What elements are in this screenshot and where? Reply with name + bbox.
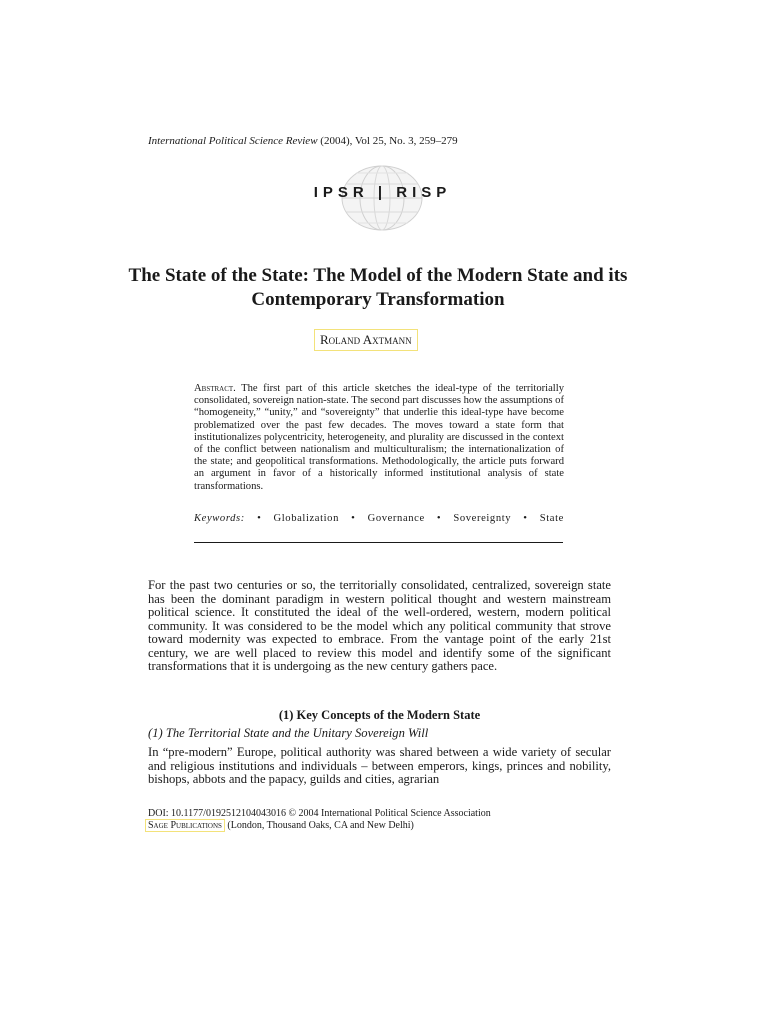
abstract-divider (194, 542, 563, 543)
keyword-separator: • (257, 513, 262, 524)
author-name[interactable]: Roland Axtmann (314, 329, 418, 351)
section-title: Key Concepts of the Modern State (293, 708, 481, 722)
publisher-line (148, 820, 414, 832)
journal-citation (148, 134, 458, 148)
keyword-separator: • (523, 513, 528, 524)
journal-name: International Political Science Review (148, 135, 318, 147)
logo-text: IPSR | RISP (313, 184, 452, 201)
keyword-separator: • (351, 513, 356, 524)
publisher-location: (London, Thousand Oaks, CA and New Delhi) (224, 820, 414, 831)
keyword-item: Globalization (273, 513, 339, 524)
keyword-separator: • (436, 513, 442, 524)
ipsr-risp-logo (310, 164, 455, 232)
subsection-heading: (1) The Territorial State and the Unitary Sovereign Will (148, 726, 429, 740)
second-paragraph: In “pre-modern” Europe, political authority was shared between a wide variety of secular and religious institutions and individuals – between emperors, kings, princes and nobility, bishops, abbots and the papacy, guilds and cities, agrarian (148, 745, 611, 786)
abstract (194, 383, 564, 493)
keywords-label: Keywords: (194, 513, 245, 524)
journal-details: (2004), Vol 25, No. 3, 259–279 (317, 135, 458, 147)
article-title: The State of the State: The Model of the Modern State and its Contemporary Transformation (128, 265, 628, 310)
section-heading (148, 708, 611, 723)
keyword-item: State (539, 513, 564, 524)
doi-line: DOI: 10.1177/0192512104043016 © 2004 International Political Science Association (148, 808, 491, 819)
publisher-link[interactable]: Sage Publications (145, 819, 225, 832)
keyword-item: Sovereignty (453, 513, 512, 524)
section-number: (1) (278, 708, 294, 722)
intro-paragraph: For the past two centuries or so, the territorially consolidated, centralized, sovereign state has been the dominant paradigm in western political thought and western mainstream political science. It constituted the ideal of the well-ordered, western, modern political community. It was considered to be the model which any political community that strove toward modernity was expected to embrace. From the vantage point of the early 21st century, we are well placed to review this model and identify some of the significant transformations that it is undergoing as the new century gathers pace. (148, 578, 611, 673)
abstract-text: The first part of this article sketches the ideal-type of the territorially consolidated, sovereign nation-state. The second part discusses how the assumptions of “homogeneity,” “unity,” and “sovereignty” that underlie this ideal-type have become problematized over the past few decades. The moves toward a state form that institutionalizes polycentricity, heterogeneity, and plurality are discussed in the context of the conflict between nationalism and multiculturalism; the internationalization of the state; and geopolitical transformations. Methodologically, the article puts forward an argument in favor of a historically informed institutional analysis of state transformations. (194, 383, 564, 492)
abstract-label: Abstract. (194, 383, 236, 394)
keywords-line (194, 512, 564, 525)
keyword-item: Governance (367, 513, 425, 524)
